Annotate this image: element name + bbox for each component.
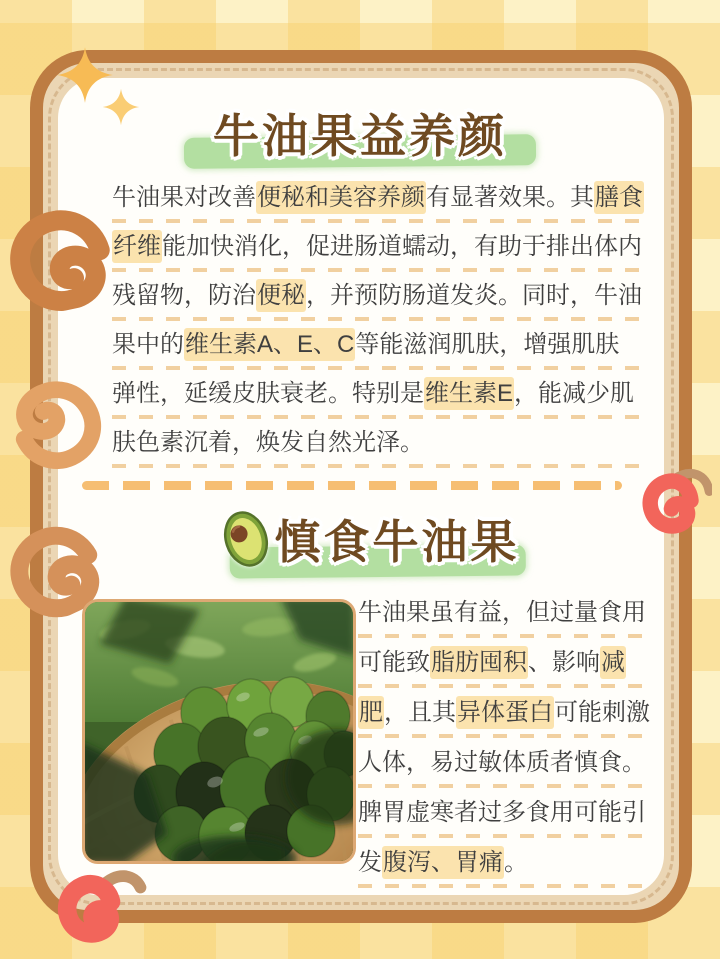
text-segment: 。 xyxy=(504,849,528,876)
text-segment: 可能刺激 xyxy=(554,699,650,726)
text-segment: 牛油果虽有益，但过量食用 xyxy=(358,599,646,626)
section1-paragraph xyxy=(112,176,650,470)
highlighted-text: 便秘和美容养颜 xyxy=(256,181,426,214)
text-line xyxy=(358,640,650,690)
avocado-basket-photo xyxy=(82,599,356,864)
text-segment: 残留物，防治 xyxy=(112,282,256,309)
text-segment: ，能减少肌 xyxy=(514,380,635,407)
text-segment: 肤色素沉着，焕发自然光泽。 xyxy=(112,429,424,456)
section1-title: 牛油果益养颜 xyxy=(213,110,507,162)
text-segment: 、影响 xyxy=(528,649,600,676)
text-segment: 能加快消化，促进肠道蠕动，有助于排出体内 xyxy=(162,233,642,260)
avocado-half-icon xyxy=(221,509,271,569)
text-segment: 牛油果对改善 xyxy=(112,184,256,211)
text-segment: 有显著效果。其 xyxy=(426,184,594,211)
highlighted-text: 维生素A、E、C xyxy=(184,328,355,361)
text-segment: 等能滋润肌肤，增强肌肤 xyxy=(355,331,620,358)
section2-title-block xyxy=(0,506,720,582)
text-line xyxy=(358,740,650,790)
highlighted-text: 维生素E xyxy=(424,377,514,410)
highlighted-text: 腹泻、胃痛 xyxy=(382,846,504,879)
highlighted-text: 异体蛋白 xyxy=(456,696,554,729)
section1-title-block xyxy=(0,100,720,172)
text-line xyxy=(112,323,650,372)
text-segment: 人体，易过敏体质者慎食。 xyxy=(358,749,646,776)
text-line xyxy=(112,421,650,470)
text-segment: 脾胃虚寒者过多食用可能引 xyxy=(358,799,646,826)
highlighted-text: 肥 xyxy=(358,696,384,729)
text-line xyxy=(112,176,650,225)
highlighted-text: 脂肪囤积 xyxy=(430,646,528,679)
highlighted-text: 膳食 xyxy=(594,181,644,214)
text-segment: ，且其 xyxy=(384,699,456,726)
text-line xyxy=(358,590,650,640)
text-line xyxy=(112,274,650,323)
text-line xyxy=(112,225,650,274)
dashed-divider xyxy=(82,481,622,490)
text-segment: 可能致 xyxy=(358,649,430,676)
highlighted-text: 纤维 xyxy=(112,230,162,263)
text-segment: 发 xyxy=(358,849,382,876)
text-line xyxy=(112,372,650,421)
text-segment: 果中的 xyxy=(112,331,184,358)
text-line xyxy=(358,790,650,840)
section2-title: 慎食牛油果 xyxy=(274,516,520,568)
text-line xyxy=(358,690,650,740)
text-segment: 弹性，延缓皮肤衰老。特别是 xyxy=(112,380,424,407)
text-segment: ，并预防肠道发炎。同时，牛油 xyxy=(306,282,642,309)
section2-paragraph xyxy=(358,590,650,890)
highlighted-text: 便秘 xyxy=(256,279,306,312)
highlighted-text: 减 xyxy=(600,646,626,679)
text-line xyxy=(358,840,650,890)
